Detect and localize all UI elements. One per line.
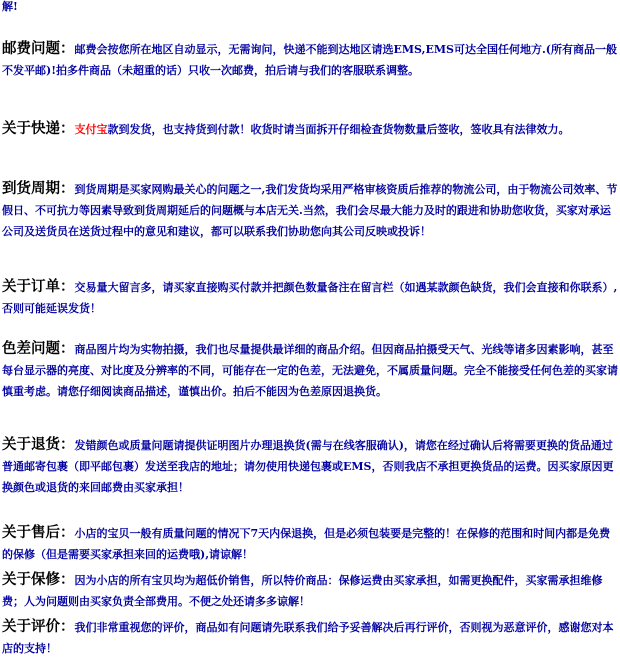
courier-heading: 关于快递：: [2, 120, 75, 137]
delivery-heading: 到货周期：: [2, 180, 75, 197]
postage-section: [2, 38, 618, 81]
after-sales-section: [2, 522, 618, 565]
reviews-text: 我们非常重视您的评价，商品如有问题请先联系我们给予妥善解决后再行评价，否则视为恶意评价，感谢您对本店的支持！: [2, 621, 614, 655]
returns-heading: 关于退货：: [2, 436, 75, 453]
color-diff-text: 商品图片均为实物拍摄，我们也尽量提供最详细的商品介绍。但因商品拍摄受天气、光线等诸多因素影响，甚至每台显示器的亮度、对比度及分辨率的不同，可能存在一定的色差，无法避免，不属质量问题。完全不能接受任何色差的买家请慎重考虑。请您仔细阅读商品描述，谨慎出价。拍后不能因为色差原因退换货。: [2, 343, 618, 398]
delivery-section: [2, 178, 618, 242]
delivery-text: 到货周期是买家网购最关心的问题之一,我们发货均采用严格审核资质后推荐的物流公司，由于物流公司效率、节假日、不可抗力等因素导致到货周期延后的问题概与本店无关.当然，我们会尽最大能力及时的跟进和协助您收货，买家对承运公司及送货员在送货过程中的意见和建议，都可以联系我们协助您向其公司反映或投诉！: [2, 183, 618, 238]
orders-text: 交易量大留言多，请买家直接购买付款并把颜色数量备注在留言栏（如遇某款颜色缺货，我们会直接和你联系）,否则可能延误发货！: [2, 281, 618, 315]
color-diff-section: [2, 338, 618, 402]
reviews-section: [2, 616, 618, 659]
courier-text: 款到发货，也支持货到付款！收货时请当面拆开仔细检查货物数量后签收，签收具有法律效力。: [107, 123, 570, 136]
warranty-text: 因为小店的所有宝贝均为超低价销售，所以特价商品：保修运费由买家承担，如需更换配件，买家需承担维修费；人为问题则由买家负责全部费用。不便之处还请多多谅解！: [2, 574, 603, 608]
warranty-heading: 关于保修：: [2, 571, 75, 588]
postage-heading: 邮费问题：: [2, 40, 75, 57]
top-fragment: 解!: [2, 0, 18, 13]
reviews-heading: 关于评价：: [2, 618, 75, 635]
courier-section: [2, 118, 618, 140]
alipay-highlight: 支付宝: [74, 123, 108, 136]
warranty-section: [2, 569, 618, 612]
postage-text: 邮费会按您所在地区自动显示，无需询问，快递不能到达地区请选EMS,EMS可达全国任何地方.(所有商品一般不发平邮)!拍多件商品（未超重的话）只收一次邮费，拍后请与我们的客服联系调整。: [2, 43, 617, 77]
returns-text: 发错颜色或质量问题请提供证明图片办理退换货(需与在线客服确认)，请您在经过确认后将需要更换的货品通过普通邮寄包裹（即平邮包裹）发送至我店的地址；请勿使用快递包裹或EMS，否则我店不承担更换货品的运费。因买家原因更换颜色或退货的来回邮费由买家承担！: [2, 439, 614, 494]
color-diff-heading: 色差问题：: [2, 340, 75, 357]
orders-heading: 关于订单：: [2, 278, 75, 295]
returns-section: [2, 434, 618, 498]
orders-section: [2, 276, 618, 319]
after-sales-heading: 关于售后：: [2, 524, 75, 541]
after-sales-text: 小店的宝贝一般有质量问题的情况下7天内保退换，但是必须包装要是完整的！在保修的范围和时间内都是免费的保修（但是需要买家承担来回的运费哦),请谅解！: [2, 527, 611, 561]
